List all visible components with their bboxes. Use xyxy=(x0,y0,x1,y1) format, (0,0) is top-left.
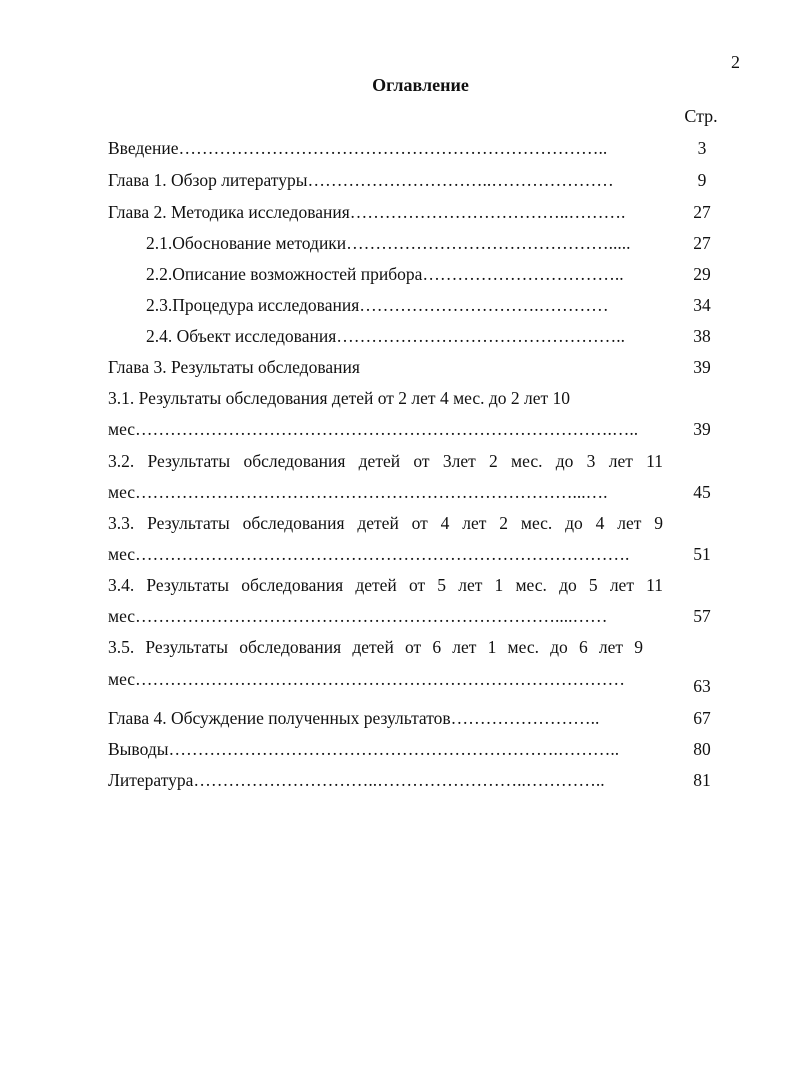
toc-page-references: 81 xyxy=(693,770,711,790)
toc-entry-section-3-5-cont[interactable]: мес………………………………………………………………………… xyxy=(108,669,626,689)
toc-page-chapter-2: 27 xyxy=(693,202,711,222)
toc-entry-section-3-1-cont[interactable]: мес……………………………………………………………………….….. xyxy=(108,419,639,439)
toc-entry-section-3-4-cont[interactable]: мес………………………………………………………………....…… xyxy=(108,606,608,626)
toc-page-introduction: 3 xyxy=(697,138,707,158)
toc-entry-section-2-4[interactable]: 2.4. Объект исследования………………………………………….. xyxy=(146,326,625,346)
toc-entry-introduction[interactable]: Введение……………………………………………………………….. xyxy=(108,138,608,158)
toc-entry-section-3-2-cont[interactable]: мес…………………………………………………………………...…. xyxy=(108,482,608,502)
toc-entry-conclusions[interactable]: Выводы………………………………………………………….……….. xyxy=(108,739,620,759)
toc-entry-section-3-3[interactable] xyxy=(108,512,663,534)
toc-entry-section-3-2[interactable] xyxy=(108,450,663,472)
toc-page-chapter-3: 39 xyxy=(693,357,711,377)
page-number: 2 xyxy=(731,52,740,72)
toc-page-section-3-1: 39 xyxy=(693,419,711,439)
toc-entry-section-2-1[interactable]: 2.1.Обоснование методики………………………………………..... xyxy=(146,233,631,253)
toc-entry-section-2-2[interactable]: 2.2.Описание возможностей прибора…………………………….. xyxy=(146,264,624,284)
toc-entry-chapter-3[interactable]: Глава 3. Результаты обследования xyxy=(108,357,360,377)
toc-page-section-3-4: 57 xyxy=(693,606,711,626)
toc-page-chapter-4: 67 xyxy=(693,708,711,728)
page-column-header: Стр. xyxy=(684,106,718,126)
toc-entry-section-3-4-text: 3.4. Результаты обследования детей от 5 лет 1 мес. до 5 лет 11 xyxy=(108,575,663,595)
toc-page-section-2-2: 29 xyxy=(693,264,711,284)
toc-entry-section-3-3-text: 3.3. Результаты обследования детей от 4 лет 2 мес. до 4 лет 9 xyxy=(108,513,663,533)
toc-page-section-2-4: 38 xyxy=(693,326,711,346)
toc-entry-references[interactable]: Литература…………………………..……………………..………….. xyxy=(108,770,605,790)
toc-page-section-2-1: 27 xyxy=(693,233,711,253)
toc-title: Оглавление xyxy=(372,75,469,95)
toc-entry-section-3-5-text: 3.5. Результаты обследования детей от 6 лет 1 мес. до 6 лет 9 xyxy=(108,637,643,657)
toc-entry-section-3-4[interactable] xyxy=(108,574,663,596)
toc-page-section-3-3: 51 xyxy=(693,544,711,564)
toc-entry-chapter-2[interactable]: Глава 2. Методика исследования………………………………..………. xyxy=(108,202,626,222)
toc-entry-section-3-3-cont[interactable]: мес…………………………………………………………………………. xyxy=(108,544,630,564)
toc-page-chapter-1: 9 xyxy=(697,170,707,190)
toc-entry-section-3-2-text: 3.2. Результаты обследования детей от 3лет 2 мес. до 3 лет 11 xyxy=(108,451,663,471)
toc-entry-section-3-1[interactable]: 3.1. Результаты обследования детей от 2 лет 4 мес. до 2 лет 10 xyxy=(108,388,571,408)
toc-page-section-3-2: 45 xyxy=(693,482,711,502)
toc-page-section-3-5: 63 xyxy=(693,676,711,696)
toc-entry-section-2-3[interactable]: 2.3.Процедура исследования………………………….………… xyxy=(146,295,609,315)
toc-page-section-2-3: 34 xyxy=(693,295,711,315)
toc-entry-section-3-5[interactable] xyxy=(108,636,643,658)
toc-entry-chapter-4[interactable]: Глава 4. Обсуждение полученных результатов…………………….. xyxy=(108,708,600,728)
toc-entry-chapter-1[interactable]: Глава 1. Обзор литературы…………………………..………………… xyxy=(108,170,614,190)
toc-page-conclusions: 80 xyxy=(693,739,711,759)
